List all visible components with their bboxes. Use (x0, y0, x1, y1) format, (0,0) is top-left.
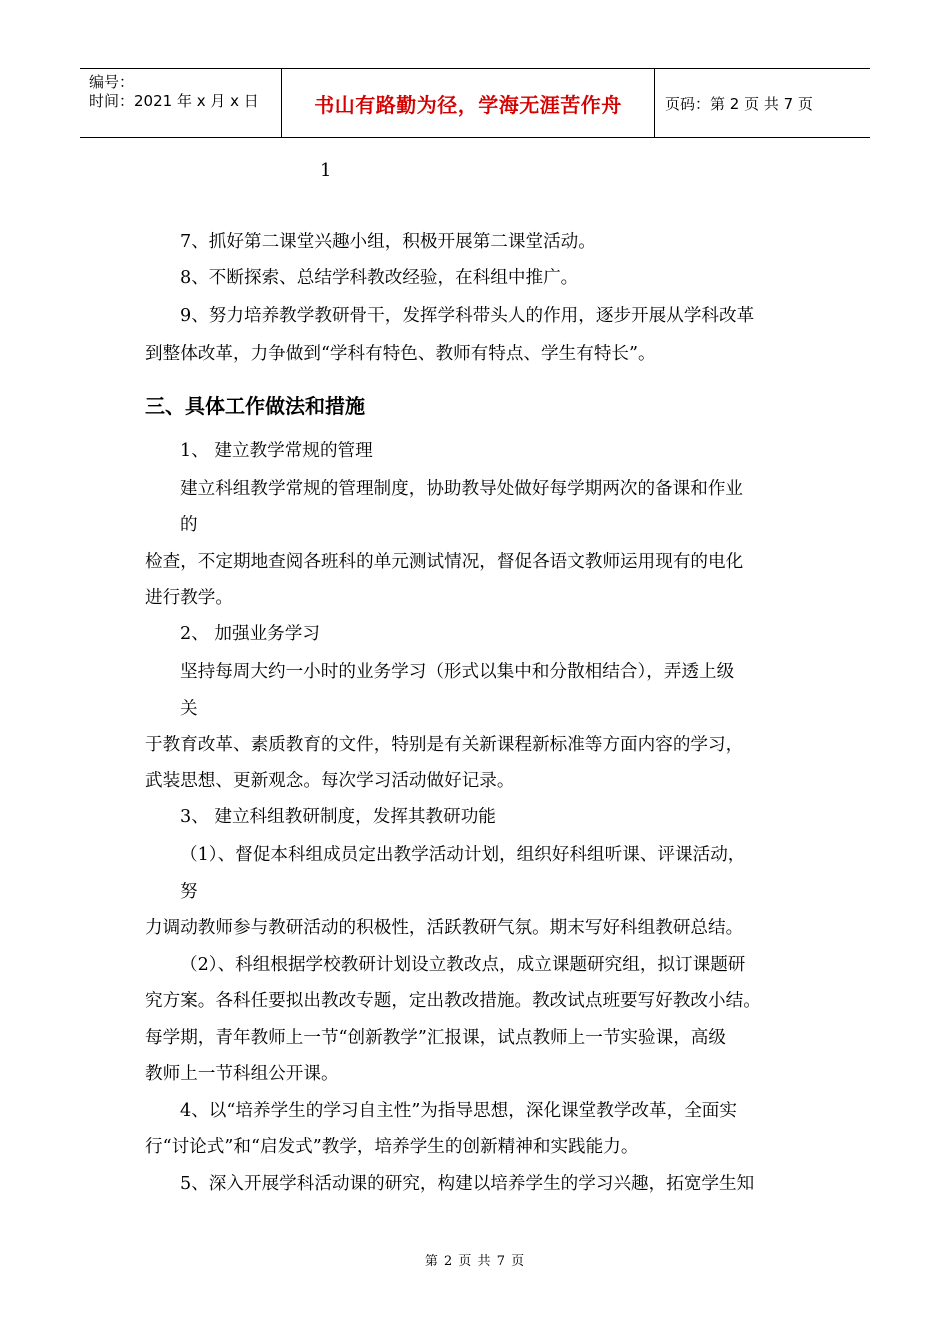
text-line: （2）、科组根据学校教研计划设立教改点，成立课题研究组，拟订课题研 (180, 955, 746, 975)
text-line: 努 (180, 882, 198, 902)
text-line: 关 (180, 699, 198, 719)
document-number-label: 编号： (89, 73, 135, 91)
text-line: 建立科组教学常规的管理制度，协助教导处做好每学期两次的备课和作业 (180, 479, 744, 499)
header-meta (80, 69, 282, 137)
text-line: 5、深入开展学科活动课的研究，构建以培养学生的学习兴趣，拓宽学生知 (180, 1174, 755, 1194)
text-line: 7、抓好第二课堂兴趣小组，积极开展第二课堂活动。 (180, 232, 596, 252)
text-line: 1、 建立教学常规的管理 (180, 441, 373, 461)
text-line: 力调动教师参与教研活动的积极性，活跃教研气氛。期末写好科组教研总结。 (145, 918, 744, 938)
text-line: 3、 建立科组教研制度，发挥其教研功能 (180, 807, 496, 827)
page-footer: 第 2 页 共 7 页 (424, 1254, 526, 1269)
page-number-top: 1 (320, 160, 332, 181)
text-line: 4、以“培养学生的学习自主性”为指导思想，深化课堂教学改革，全面实 (180, 1101, 737, 1121)
text-line: 8、不断探索、总结学科教改经验，在科组中推广。 (180, 268, 579, 288)
text-line: 9、努力培养教学教研骨干，发挥学科带头人的作用，逐步开展从学科改革 (180, 306, 755, 326)
text-line: 每学期，青年教师上一节“创新教学”汇报课，试点教师上一节实验课，高级 (145, 1028, 726, 1048)
text-line: 检查，不定期地查阅各班科的单元测试情况，督促各语文教师运用现有的电化 (145, 552, 744, 572)
text-line: 坚持每周大约一小时的业务学习（形式以集中和分散相结合），弄透上级 (180, 662, 735, 682)
text-line: 到整体改革，力争做到“学科有特色、教师有特点、学生有特长”。 (145, 344, 656, 364)
document-date-label: 时间：2021 年 x 月 x 日 (89, 92, 259, 110)
text-line: 武装思想、更新观念。每次学习活动做好记录。 (145, 771, 515, 791)
text-line: 行“讨论式”和“启发式”教学，培养学生的创新精神和实践能力。 (145, 1137, 639, 1157)
text-line: （1）、督促本科组成员定出教学活动计划，组织好科组听课、评课活动， (180, 845, 746, 865)
header-page-info-cell (655, 69, 870, 137)
text-line: 究方案。各科任要拟出教改专题，定出教改措施。教改试点班要写好教改小结。 (145, 991, 761, 1011)
text-line: 于教育改革、素质教育的文件，特别是有关新课程新标准等方面内容的学习， (145, 735, 744, 755)
section-heading: 三、具体工作做法和措施 (145, 394, 365, 418)
page-header (80, 68, 870, 138)
text-line: 教师上一节科组公开课。 (145, 1064, 339, 1084)
text-line: 的 (180, 515, 198, 535)
text-line: 进行教学。 (145, 588, 233, 608)
header-motto-cell (282, 69, 655, 137)
header-motto: 书山有路勤为径，学海无涯苦作舟 (314, 92, 622, 117)
text-line: 2、 加强业务学习 (180, 624, 320, 644)
header-page-info: 页码：第 2 页 共 7 页 (665, 94, 813, 113)
